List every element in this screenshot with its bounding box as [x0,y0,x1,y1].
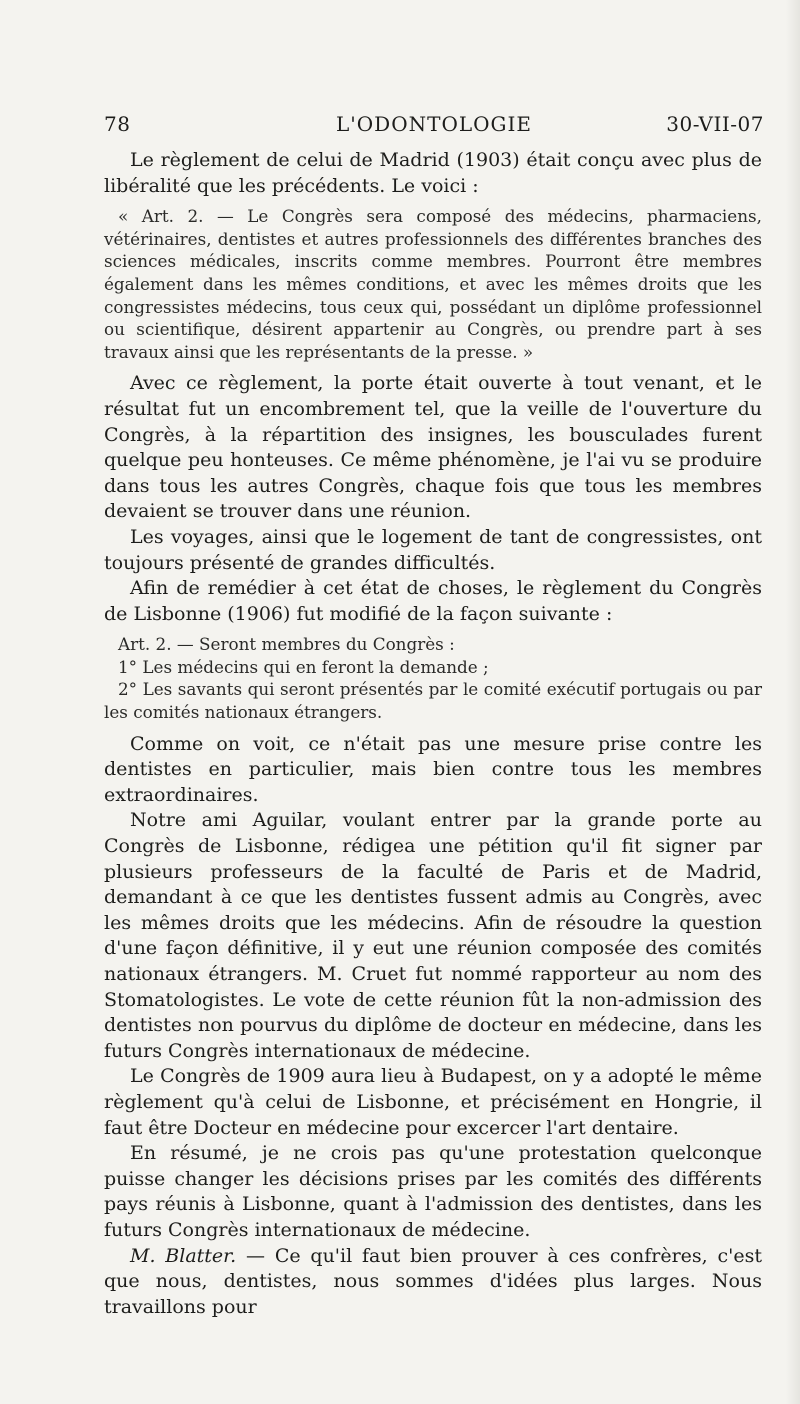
page-number: 78 [104,112,131,136]
running-header [104,112,764,142]
speaker-text: — Ce qu'il faut bien prouver à ces confrères, c'est que nous, dentistes, nous sommes d'idées plus larges. Nous travaillons pour [104,1244,762,1318]
paragraph: Le règlement de celui de Madrid (1903) était conçu avec plus de libéralité que les précédents. Le voici : [104,149,762,197]
quote-paragraph: « Art. 2. — Le Congrès sera composé des médecins, pharmaciens, vétérinaires, dentistes et autres professionnels des différentes branches des sciences médicales, inscrits comme membres. Pourront être membres également dans les mêmes conditions, et avec les mêmes droits que les congressistes médecins, tous ceux qui, possédant un diplôme professionnel ou scientifique, désirent appartenir au Congrès, ou prendre part à ses travaux ainsi que les représentants de la presse. » [104,206,762,362]
quoted-article-madrid [104,205,762,363]
quote-line: Art. 2. — Seront membres du Congrès : [118,634,455,655]
running-title: L'ODONTOLOGIE [336,112,532,136]
paragraph: Le Congrès de 1909 aura lieu à Budapest, on y a adopté le même règlement qu'à celui de Lisbonne, et précisément en Hongrie, il faut être Docteur en médecine pour excercer l'art dentaire. [104,1065,762,1139]
quote-line: 1° Les médecins qui en feront la demande ; [118,656,489,677]
quoted-article-lisbonne [104,633,762,723]
quote-line: 2° Les savants qui seront présentés par le comité exécutif portugais ou par les comités nationaux étrangers. [104,679,762,723]
page-edge-shadow [786,0,800,1404]
paragraph: Avec ce règlement, la porte était ouverte à tout venant, et le résultat fut un encombrement tel, que la veille de l'ouverture du Congrès, à la répartition des insignes, les bousculades furent quelque peu honteuses. Ce même phénomène, je l'ai vu se produire dans tous les autres Congrès, chaque fois que tous les membres devaient se trouver dans une réunion. [104,372,762,523]
paragraph: En résumé, je ne crois pas qu'une protestation quelconque puisse changer les décisions prises par les comités des différents pays réunis à Lisbonne, quant à l'admission des dentistes, dans les futurs Congrès internationaux de médecine. [104,1142,762,1241]
paragraph: Notre ami Aguilar, voulant entrer par la grande porte au Congrès de Lisbonne, rédigea une pétition qu'il fit signer par plusieurs professeurs de la faculté de Paris et de Madrid, demandant à ce que les dentistes fussent admis au Congrès, avec les mêmes droits que les médecins. Afin de résoudre la question d'une façon définitive, il y eut une réunion composée des comités nationaux étrangers. M. Cruet fut nommé rapporteur au nom des Stomatologistes. Le vote de cette réunion fût la non-admission des dentistes non pourvus du diplôme de docteur en médecine, dans les futurs Congrès internationaux de médecine. [104,809,762,1062]
speaker-paragraph [104,1244,762,1321]
paragraph: Les voyages, ainsi que le logement de tant de congressistes, ont toujours présenté de grandes difficultés. [104,525,762,574]
issue-date: 30-VII-07 [666,112,764,136]
body-text [104,148,762,1320]
speaker-name: M. Blatter. [130,1244,237,1267]
paragraph: Comme on voit, ce n'était pas une mesure prise contre les dentistes en particulier, mais bien contre tous les membres extraordinaires. [104,732,762,806]
paragraph: Afin de remédier à cet état de choses, le règlement du Congrès de Lisbonne (1906) fut modifié de la façon suivante : [104,577,762,625]
